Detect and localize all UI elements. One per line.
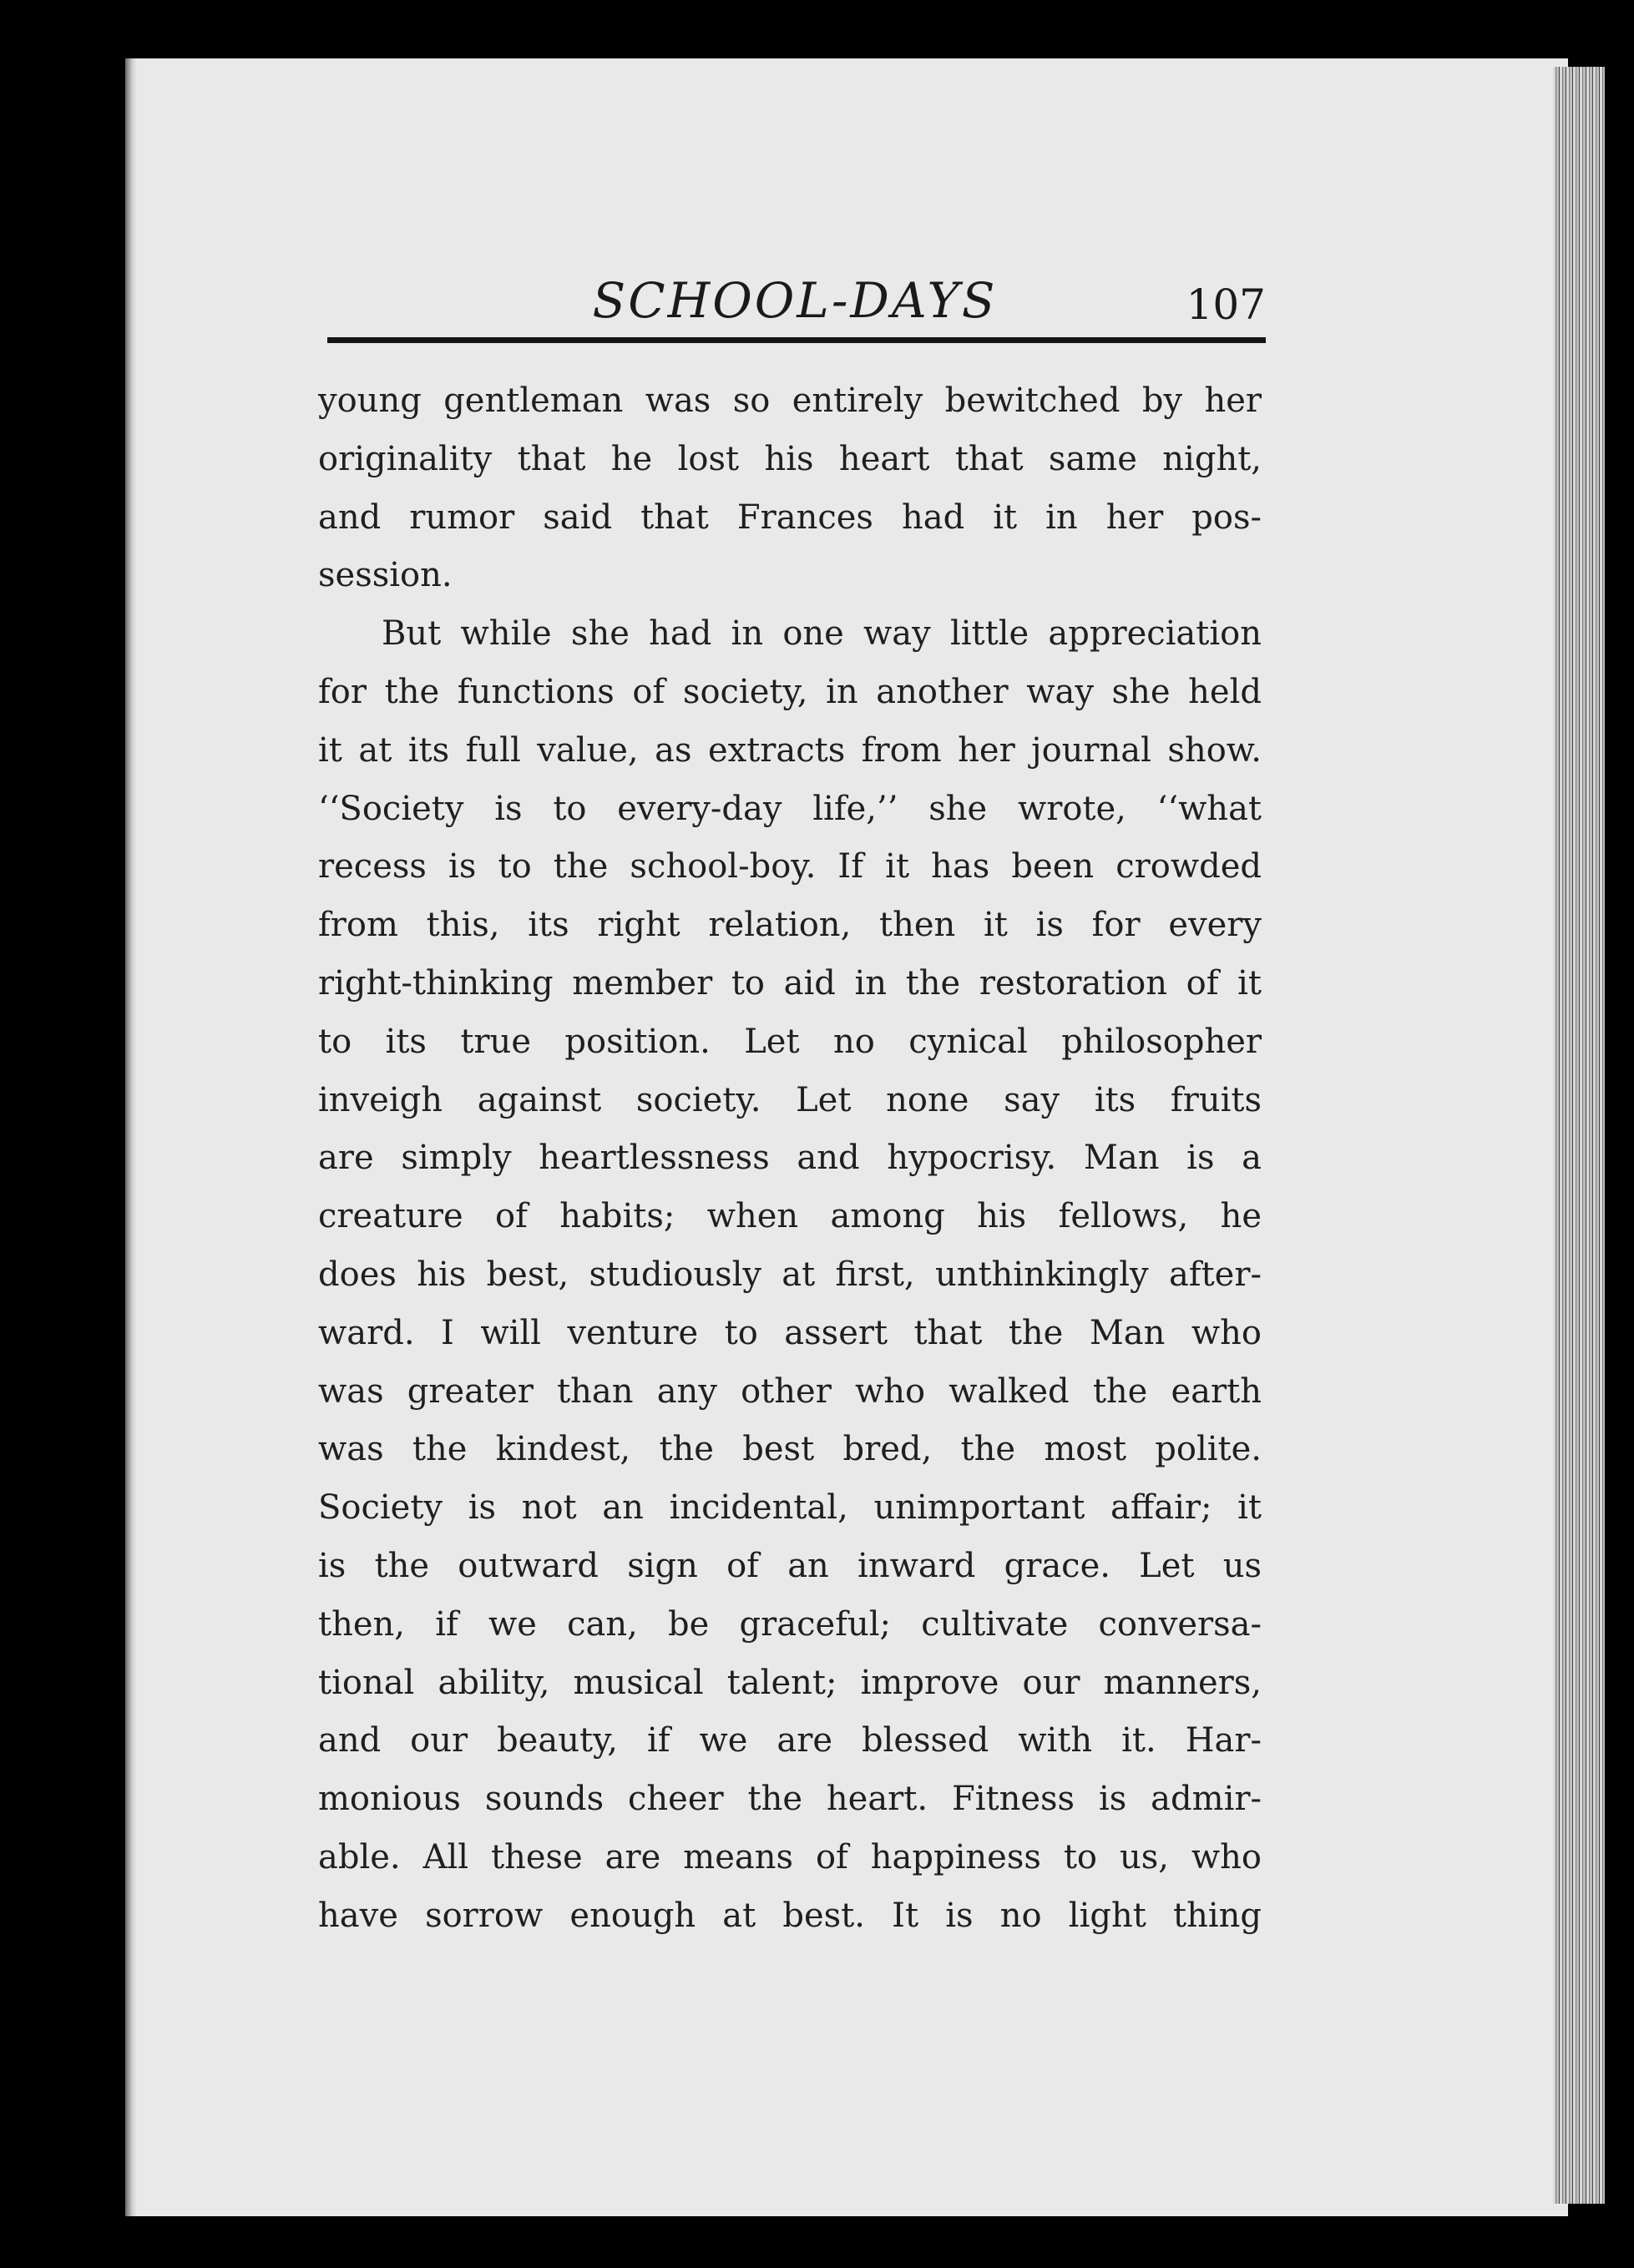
text-line: Society is not an incidental, unimportant affair; it <box>318 1488 1262 1528</box>
header-rule <box>327 337 1266 343</box>
text-line: able. All these are means of happiness to us, who <box>318 1837 1262 1877</box>
text-line: recess is to the school-boy. If it has been crowded <box>318 847 1262 886</box>
text-line: to its true position. Let no cynical philosopher <box>318 1022 1262 1061</box>
text-line: from this, its right relation, then it is for every <box>318 906 1262 945</box>
text-line: for the functions of society, in another way she held <box>318 672 1262 711</box>
text-line: is the outward sign of an inward grace. Let us <box>318 1546 1262 1585</box>
text-line: tional ability, musical talent; improve our manners, <box>318 1663 1262 1702</box>
text-line: ‘‘Society is to every-day life,’’ she wrote, ‘‘what <box>318 789 1262 828</box>
text-line: and our beauty, if we are blessed with it. Har- <box>318 1721 1262 1760</box>
text-line: was greater than any other who walked the earth <box>318 1371 1262 1411</box>
text-line: was the kindest, the best bred, the most polite. <box>318 1430 1262 1469</box>
text-line: session. <box>318 556 453 595</box>
text-line: But while she had in one way little appreciation <box>382 614 1262 654</box>
page-stack-edge <box>1553 67 1611 2204</box>
text-line: it at its full value, as extracts from her journal show. <box>318 730 1262 770</box>
text-line: right-thinking member to aid in the restoration of it <box>318 963 1262 1003</box>
text-line: ward. I will venture to assert that the Man who <box>318 1313 1262 1352</box>
text-line: creature of habits; when among his fellows, he <box>318 1197 1262 1236</box>
text-line: originality that he lost his heart that same night, <box>318 439 1262 478</box>
page-gutter-shadow <box>125 58 137 2216</box>
running-header <box>324 272 1266 347</box>
text-line: inveigh against society. Let none say its fruits <box>318 1080 1262 1119</box>
text-line: and rumor said that Frances had it in her pos- <box>318 498 1262 537</box>
text-line: have sorrow enough at best. It is no light thing <box>318 1896 1262 1935</box>
text-line: does his best, studiously at first, unthinkingly after- <box>318 1255 1262 1294</box>
text-line: then, if we can, be graceful; cultivate conversa- <box>318 1604 1262 1644</box>
text-line: monious sounds cheer the heart. Fitness is admir- <box>318 1780 1262 1819</box>
running-title: SCHOOL-DAYS <box>592 272 998 329</box>
text-line: are simply heartlessness and hypocrisy. Man is a <box>318 1139 1262 1178</box>
body-text <box>318 372 1262 1946</box>
page-number: 107 <box>1186 280 1266 329</box>
text-line: young gentleman was so entirely bewitched by her <box>318 381 1262 420</box>
scan-border <box>1605 50 1634 2220</box>
